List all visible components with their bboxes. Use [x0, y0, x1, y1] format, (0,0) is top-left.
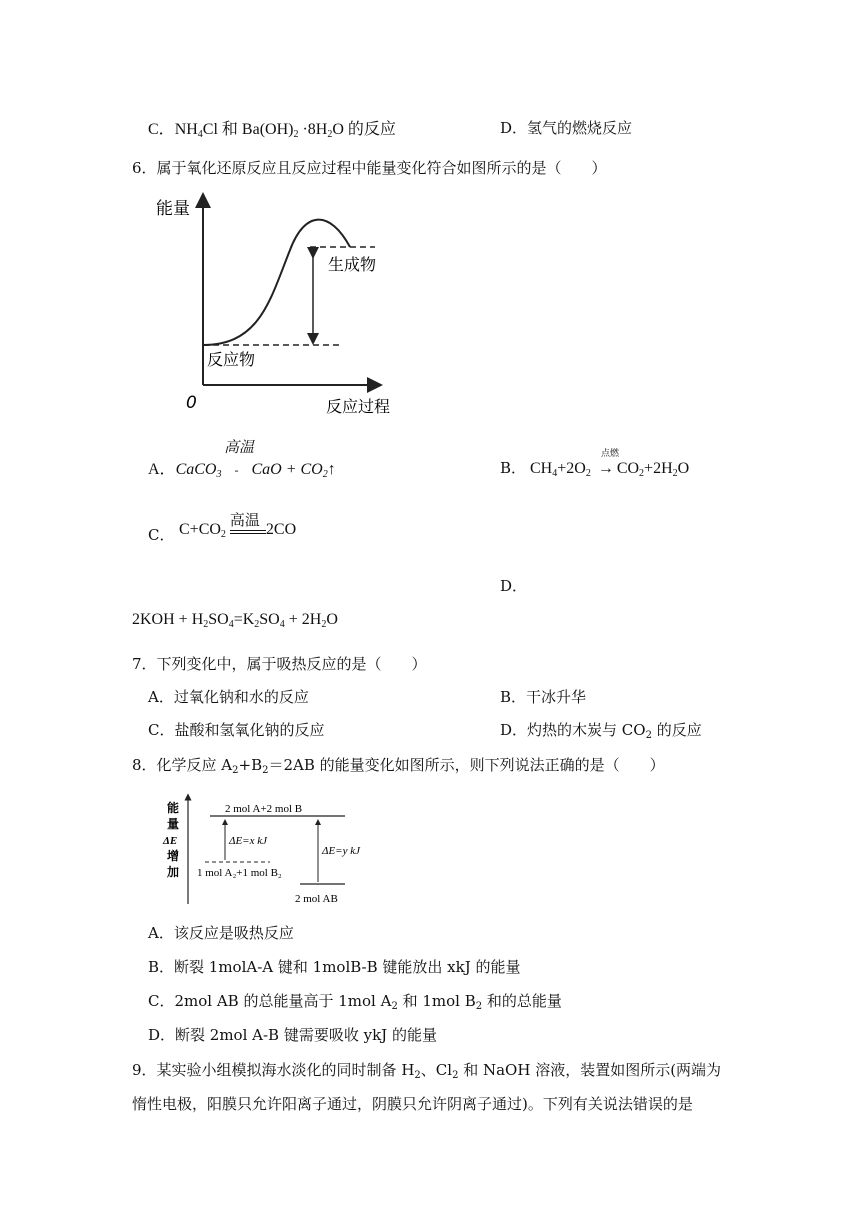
q6-option-a-condition: 高温: [224, 440, 255, 456]
q6-option-c-label: C．: [148, 526, 175, 544]
y-axis-label: 能量: [156, 199, 190, 219]
q8-option-b: B．断裂 1molA-A 键和 1molB-B 键能放出 xkJ 的能量: [148, 958, 521, 976]
q9-line-1: 9．某实验小组模拟海水淡化的同时制备 $H_2$、$Cl_2$ 和 NaOH 溶液，装置如图所示(两端为: [132, 1061, 722, 1081]
q8-energy-diagram: [155, 792, 385, 912]
q6-stem: 6．属于氧化还原反应且反应过程中能量变化符合如图所示的是（ ）: [132, 159, 607, 177]
q8-option-c: C．2mol AB 的总能量高于 1mol $A_2$ 和 1mol $B_2$ 和的总能量: [148, 992, 562, 1012]
q8-option-d: D．断裂 2mol A-B 键需要吸收 ykJ 的能量: [148, 1026, 437, 1044]
reactant-label: 反应物: [207, 350, 256, 369]
q6-option-b-label: B．: [500, 459, 527, 477]
product-label: 生成物: [328, 255, 377, 274]
dE-y-label: ΔE=y kJ: [322, 845, 360, 857]
energy-curve: [203, 220, 350, 345]
q6-option-d: $2KOH + H_2SO_4=K_2SO_4 + 2H_2O$: [132, 611, 338, 630]
q6-option-b-condition: 点燃: [601, 448, 620, 458]
q5-option-c: C．$NH_4Cl$ 和 $Ba(OH)_2 \cdot 8H_2O$ 的反应: [148, 121, 396, 140]
dE-x-label: ΔE=x kJ: [229, 835, 267, 847]
q7-option-c: C．盐酸和氢氧化钠的反应: [148, 721, 325, 739]
origin-label: 0: [186, 393, 197, 413]
q6-option-c: $C+CO_2$ 高温 2CO: [179, 521, 296, 540]
axis-label-1: 能: [167, 801, 180, 815]
q7-stem: 7．下列变化中，属于吸热反应的是（ ）: [132, 655, 427, 673]
q7-option-a: A．过氧化钠和水的反应: [148, 688, 309, 706]
low-level-label: 2 mol AB: [295, 893, 338, 905]
q6-option-c-condition: 高温: [229, 513, 260, 529]
axis-label-5: 加: [167, 865, 180, 879]
axis-label-2: 量: [167, 817, 180, 831]
q8-stem: 8．化学反应 $A_2+B_2=2AB$ 的能量变化如图所示，则下列说法正确的是（ ）: [132, 756, 665, 776]
axis-label-3: ΔE: [163, 835, 178, 847]
q6-option-b: 点燃 $CH_4+2O_2 \to CO_2+2H_2O$: [530, 448, 690, 479]
axis-label-4: 增: [167, 849, 180, 863]
q6-option-a: 高温 A．CaCO$_3$ - CaO + $CO_2↑$: [148, 456, 336, 480]
q6-energy-diagram: [150, 190, 410, 420]
q9-line-2: 惰性电极，阳膜只允许阳离子通过，阴膜只允许阴离子通过)。下列有关说法错误的是: [132, 1095, 693, 1113]
top-level-label: 2 mol A+2 mol B: [225, 803, 303, 815]
q5-option-d: D．氢气的燃烧反应: [500, 119, 633, 137]
q7-option-d: D．灼热的木炭与 $CO_2$ 的反应: [500, 721, 702, 741]
mid-level-label: 1 mol A₂+1 mol B₂: [197, 867, 282, 879]
x-axis-label: 反应过程: [326, 397, 391, 416]
q8-option-a: A．该反应是吸热反应: [148, 924, 294, 942]
q6-option-d-label: D．: [500, 577, 528, 595]
q7-option-b: B．干冰升华: [500, 688, 587, 706]
